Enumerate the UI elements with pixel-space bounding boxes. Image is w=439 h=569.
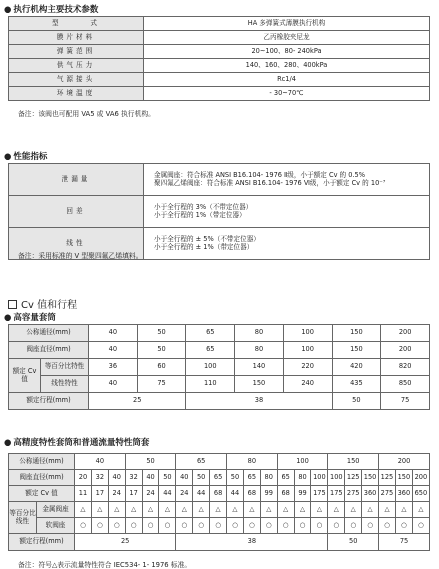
pt-seat-cell: 50 xyxy=(193,470,210,486)
pt-nominal-cell: 150 xyxy=(328,454,379,470)
pt-label-char: 等百分比线性 xyxy=(9,502,37,534)
pt-metal-cell: △ xyxy=(395,502,412,518)
pt-metal-cell: △ xyxy=(412,502,429,518)
pt-metal-cell: △ xyxy=(159,502,176,518)
pt-metal-cell: △ xyxy=(345,502,362,518)
hc-eq-pct-cell: 820 xyxy=(381,359,430,376)
perf-value-hysteresis xyxy=(144,196,430,228)
hc-linear-cell: 850 xyxy=(381,376,430,393)
pt-metal-cell: △ xyxy=(75,502,92,518)
pt-nominal-cell: 100 xyxy=(277,454,328,470)
pt-soft-cell: ○ xyxy=(210,518,227,534)
pt-soft-cell: ○ xyxy=(108,518,125,534)
pt-seat-cell: 100 xyxy=(328,470,345,486)
square-icon xyxy=(8,300,17,309)
pt-soft-cell: ○ xyxy=(243,518,260,534)
hc-nominal-cell: 65 xyxy=(186,325,235,342)
pt-cv-cell: 24 xyxy=(142,486,159,502)
pt-seat-cell: 50 xyxy=(159,470,176,486)
perf-label-leakage: 泄漏量 xyxy=(9,164,144,196)
spec-label: 供气压力 xyxy=(9,59,144,73)
spec-value: HA 多弹簧式薄膜执行机构 xyxy=(144,17,430,31)
hc-eq-pct-cell: 60 xyxy=(137,359,186,376)
pt-seat-cell: 32 xyxy=(91,470,108,486)
section2-title xyxy=(4,150,47,162)
hc-label-seat: 阀座直径(mm) xyxy=(9,342,89,359)
pt-stroke-cell: 50 xyxy=(328,534,379,551)
spec-row xyxy=(9,31,430,45)
hc-eq-pct-cell: 100 xyxy=(186,359,235,376)
hc-nominal-cell: 80 xyxy=(235,325,284,342)
pt-metal-cell: △ xyxy=(210,502,227,518)
pt-soft-cell: ○ xyxy=(176,518,193,534)
hc-seat-cell: 65 xyxy=(186,342,235,359)
pt-cv-cell: 44 xyxy=(159,486,176,502)
pt-soft-cell: ○ xyxy=(91,518,108,534)
pt-seat-cell: 50 xyxy=(227,470,244,486)
pt-soft-cell: ○ xyxy=(311,518,328,534)
hc-label-rated-cv: 额定 Cv 值 xyxy=(9,359,41,393)
pt-seat-cell: 40 xyxy=(108,470,125,486)
pt-seat-cell: 65 xyxy=(210,470,227,486)
pt-metal-cell: △ xyxy=(243,502,260,518)
pt-soft-cell: ○ xyxy=(227,518,244,534)
pt-seat-cell: 125 xyxy=(345,470,362,486)
pt-cv-cell: 17 xyxy=(125,486,142,502)
pt-soft-cell: ○ xyxy=(277,518,294,534)
hc-stroke-cell: 38 xyxy=(186,393,332,410)
pt-metal-cell: △ xyxy=(294,502,311,518)
pt-soft-cell: ○ xyxy=(75,518,92,534)
pt-nominal-cell: 50 xyxy=(125,454,176,470)
pt-seat-cell: 40 xyxy=(142,470,159,486)
pt-cv-cell: 99 xyxy=(294,486,311,502)
pt-metal-cell: △ xyxy=(260,502,277,518)
perf-line: 小于全行程的 ± 5%（不带定位器） xyxy=(154,234,260,243)
pt-metal-cell: △ xyxy=(142,502,159,518)
pt-metal-cell: △ xyxy=(108,502,125,518)
bullet-icon: ● xyxy=(4,313,12,323)
pt-metal-cell: △ xyxy=(125,502,142,518)
hc-eq-pct-cell: 220 xyxy=(283,359,332,376)
pt-metal-cell: △ xyxy=(91,502,108,518)
spec-value: 20~100、80- 240kPa xyxy=(144,45,430,59)
pt-seat-cell: 100 xyxy=(311,470,328,486)
pt-metal-cell: △ xyxy=(277,502,294,518)
perf-value-linearity xyxy=(144,228,430,260)
section4-title xyxy=(4,436,149,448)
pt-seat-cell: 20 xyxy=(75,470,92,486)
pt-cv-cell: 44 xyxy=(193,486,210,502)
pt-label-stroke: 额定行程(mm) xyxy=(9,534,75,551)
pt-cv-cell: 360 xyxy=(395,486,412,502)
pt-cv-cell: 99 xyxy=(260,486,277,502)
pt-seat-cell: 150 xyxy=(395,470,412,486)
pt-cv-cell: 68 xyxy=(210,486,227,502)
hc-linear-cell: 40 xyxy=(89,376,138,393)
pt-soft-cell: ○ xyxy=(362,518,379,534)
pt-seat-cell: 125 xyxy=(379,470,396,486)
pt-cv-cell: 175 xyxy=(311,486,328,502)
perf-line: 金属阀座：符合标准 ANSI B16.104- 1976 Ⅱ级，小于额定 Cv 的 0.5% xyxy=(154,170,366,179)
hc-linear-cell: 110 xyxy=(186,376,235,393)
hc-nominal-cell: 40 xyxy=(89,325,138,342)
section1-note: 备注：该阀也可配用 VA5 或 VA6 执行机构。 xyxy=(18,110,155,118)
spec-row xyxy=(9,45,430,59)
hc-eq-pct-cell: 36 xyxy=(89,359,138,376)
actuator-spec-table xyxy=(8,16,430,101)
perf-line: 小于全行程的 3%（不带定位器） xyxy=(154,202,253,211)
hc-stroke-cell: 25 xyxy=(89,393,186,410)
pt-soft-cell: ○ xyxy=(395,518,412,534)
pt-soft-cell: ○ xyxy=(125,518,142,534)
pt-soft-cell: ○ xyxy=(193,518,210,534)
spec-value: Rc1/4 xyxy=(144,73,430,87)
pt-cv-cell: 175 xyxy=(328,486,345,502)
spec-value: 140、160、280、400kPa xyxy=(144,59,430,73)
spec-value: - 30~70℃ xyxy=(144,87,430,101)
pt-metal-cell: △ xyxy=(227,502,244,518)
section1-title xyxy=(4,3,98,15)
section4-note: 备注：符号△表示流量特性符合 IEC534- 1- 1976 标准。 xyxy=(18,561,192,569)
pt-nominal-cell: 200 xyxy=(379,454,430,470)
pt-metal-cell: △ xyxy=(362,502,379,518)
section4-title-text: 高精度特性套筒和普通流量特性筒套 xyxy=(13,438,150,448)
pt-label-seat: 阀座直径(mm) xyxy=(9,470,75,486)
pt-seat-cell: 65 xyxy=(277,470,294,486)
hc-nominal-cell: 150 xyxy=(332,325,381,342)
bullet-icon: ● xyxy=(4,438,12,448)
hc-seat-cell: 50 xyxy=(137,342,186,359)
section1-title-text: 执行机构主要技术参数 xyxy=(13,5,99,15)
pt-metal-cell: △ xyxy=(193,502,210,518)
spec-value: 乙丙橡胶夹尼龙 xyxy=(144,31,430,45)
spec-row xyxy=(9,87,430,101)
pt-cv-cell: 275 xyxy=(345,486,362,502)
pt-seat-cell: 80 xyxy=(294,470,311,486)
pt-nominal-cell: 80 xyxy=(227,454,278,470)
pt-cv-cell: 44 xyxy=(227,486,244,502)
pt-seat-cell: 32 xyxy=(125,470,142,486)
pt-cv-cell: 17 xyxy=(91,486,108,502)
bullet-icon: ● xyxy=(4,5,12,15)
section3-title xyxy=(4,311,56,323)
hc-label-linear: 线性特性 xyxy=(41,376,89,393)
spec-label: 弹簧范围 xyxy=(9,45,144,59)
pt-soft-cell: ○ xyxy=(260,518,277,534)
perf-label-hysteresis: 回差 xyxy=(9,196,144,228)
pt-metal-cell: △ xyxy=(311,502,328,518)
section2-title-text: 性能指标 xyxy=(13,152,48,162)
pt-soft-cell: ○ xyxy=(294,518,311,534)
pt-stroke-cell: 75 xyxy=(379,534,430,551)
perf-value-leakage xyxy=(144,164,430,196)
section2-note: 备注：采用标准的 V 型聚四氟乙烯填料。 xyxy=(18,252,143,260)
pt-soft-cell: ○ xyxy=(345,518,362,534)
pt-label-soft: 软阀座 xyxy=(37,518,75,534)
pt-cv-cell: 275 xyxy=(379,486,396,502)
hc-label-nominal: 公称通径(mm) xyxy=(9,325,89,342)
hc-stroke-cell: 50 xyxy=(332,393,381,410)
hc-seat-cell: 200 xyxy=(381,342,430,359)
pt-label-metal: 金属阀座 xyxy=(37,502,75,518)
pt-cv-cell: 650 xyxy=(412,486,429,502)
hc-seat-cell: 150 xyxy=(332,342,381,359)
hc-eq-pct-cell: 140 xyxy=(235,359,284,376)
pt-metal-cell: △ xyxy=(379,502,396,518)
cv-section-title xyxy=(8,296,77,311)
pt-cv-cell: 68 xyxy=(277,486,294,502)
hc-linear-cell: 150 xyxy=(235,376,284,393)
spec-row xyxy=(9,73,430,87)
performance-table xyxy=(8,163,430,260)
pt-soft-cell: ○ xyxy=(379,518,396,534)
perf-line: 小于全行程的 1%（带定位器） xyxy=(154,210,246,219)
pt-stroke-cell: 25 xyxy=(75,534,176,551)
hc-stroke-cell: 75 xyxy=(381,393,430,410)
pt-stroke-cell: 38 xyxy=(176,534,328,551)
pt-seat-cell: 40 xyxy=(176,470,193,486)
pt-seat-cell: 80 xyxy=(260,470,277,486)
pt-soft-cell: ○ xyxy=(412,518,429,534)
perf-line: 聚四氟乙烯阀座：符合标准 ANSI B16.104- 1976 Ⅵ级，小于额定 Cv 的 10⁻⁷ xyxy=(154,178,386,187)
pt-nominal-cell: 40 xyxy=(75,454,126,470)
pt-cv-cell: 68 xyxy=(243,486,260,502)
pt-seat-cell: 150 xyxy=(362,470,379,486)
hc-eq-pct-cell: 420 xyxy=(332,359,381,376)
bullet-icon: ● xyxy=(4,152,12,162)
hc-linear-cell: 435 xyxy=(332,376,381,393)
pt-seat-cell: 65 xyxy=(243,470,260,486)
pt-label-rated-cv: 额定 Cv 值 xyxy=(9,486,75,502)
pt-nominal-cell: 65 xyxy=(176,454,227,470)
spec-label: 膜片材料 xyxy=(9,31,144,45)
high-capacity-table xyxy=(8,324,430,410)
hc-label-stroke: 额定行程(mm) xyxy=(9,393,89,410)
pt-seat-cell: 200 xyxy=(412,470,429,486)
spec-row xyxy=(9,17,430,31)
spec-label: 气源接头 xyxy=(9,73,144,87)
hc-seat-cell: 40 xyxy=(89,342,138,359)
hc-nominal-cell: 200 xyxy=(381,325,430,342)
perf-line: 小于全行程的 ± 1%（带定位器） xyxy=(154,242,254,251)
pt-soft-cell: ○ xyxy=(328,518,345,534)
hc-label-eq-pct: 等百分比特性 xyxy=(41,359,89,376)
pt-label-nominal: 公称通径(mm) xyxy=(9,454,75,470)
pt-metal-cell: △ xyxy=(176,502,193,518)
perf-label-linearity: 线性 xyxy=(9,228,144,260)
cv-section-title-text: Cv 值和行程 xyxy=(21,300,78,311)
pt-cv-cell: 360 xyxy=(362,486,379,502)
hc-seat-cell: 80 xyxy=(235,342,284,359)
spec-row xyxy=(9,59,430,73)
spec-label: 型 式 xyxy=(9,17,144,31)
pt-soft-cell: ○ xyxy=(142,518,159,534)
spec-label: 环境温度 xyxy=(9,87,144,101)
section3-title-text: 高容量套筒 xyxy=(13,313,56,323)
pt-soft-cell: ○ xyxy=(159,518,176,534)
hc-nominal-cell: 50 xyxy=(137,325,186,342)
pt-cv-cell: 24 xyxy=(176,486,193,502)
hc-linear-cell: 75 xyxy=(137,376,186,393)
precision-table xyxy=(8,453,430,551)
pt-cv-cell: 24 xyxy=(108,486,125,502)
pt-cv-cell: 11 xyxy=(75,486,92,502)
pt-metal-cell: △ xyxy=(328,502,345,518)
hc-seat-cell: 100 xyxy=(283,342,332,359)
hc-linear-cell: 240 xyxy=(283,376,332,393)
hc-nominal-cell: 100 xyxy=(283,325,332,342)
